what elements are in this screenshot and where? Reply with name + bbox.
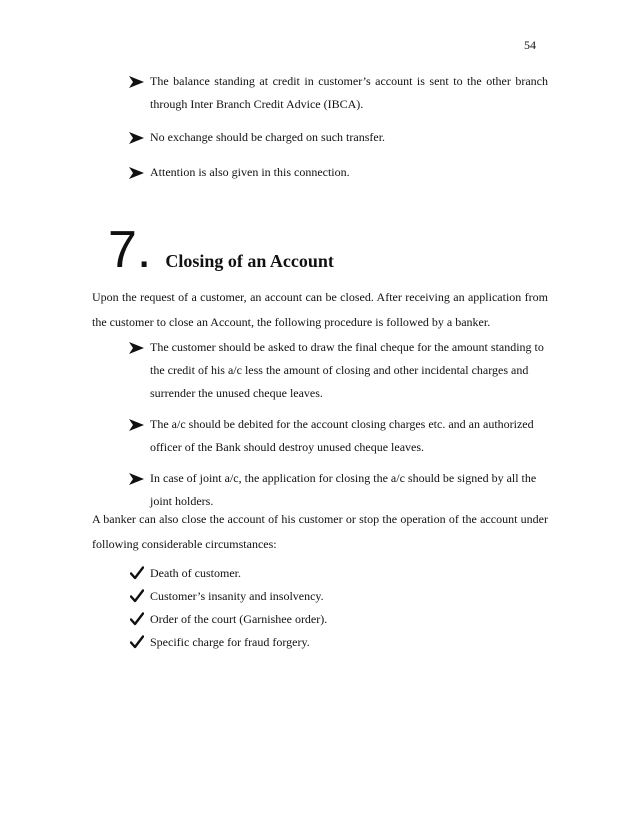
arrow-bullet-icon (129, 342, 144, 354)
top-bullet-list (128, 70, 548, 184)
page-number: 54 (524, 38, 536, 52)
checkmark-icon (130, 635, 144, 649)
list-item (130, 562, 530, 585)
bullet-text: In case of joint a/c, the application for closing the a/c should be signed by all the joint holders. (150, 471, 537, 508)
bullet-text: Attention is also given in this connection. (150, 165, 350, 179)
circumstance-text: Customer’s insanity and insolvency. (150, 589, 324, 603)
section-number-dot: . (136, 221, 152, 279)
bullet-text: The balance standing at credit in customer’s account is sent to the other branch through Inter Branch Credit Advice (IBCA). (150, 74, 548, 111)
bullet-text: The customer should be asked to draw the final cheque for the amount standing to the credit of his a/c less the amount of closing and other incidental charges and surrender the unused cheque leaves. (150, 340, 544, 400)
circumstances-paragraph: A banker can also close the account of his customer or stop the operation of the account under following considerable circumstances: (92, 512, 548, 551)
list-item (128, 70, 548, 116)
intro-paragraph: Upon the request of a customer, an account can be closed. After receiving an application from the customer to close an Account, the following procedure is followed by a banker. (92, 290, 548, 329)
checkmark-icon (130, 589, 144, 603)
checkmark-icon (130, 566, 144, 580)
list-item (128, 126, 548, 149)
list-item (130, 608, 530, 631)
bullet-text: The a/c should be debited for the account closing charges etc. and an authorized officer of the Bank should destroy unused cheque leaves. (150, 417, 534, 454)
bullet-text: No exchange should be charged on such transfer. (150, 130, 386, 144)
circumstance-text: Death of customer. (150, 566, 241, 580)
circumstance-text: Order of the court (Garnishee order). (150, 612, 328, 626)
circumstances-list (130, 562, 530, 654)
list-item (128, 161, 548, 184)
list-item (128, 413, 546, 459)
list-item (130, 631, 530, 654)
section-title: Closing of an Account (165, 251, 334, 271)
circumstance-text: Specific charge for fraud forgery. (150, 635, 310, 649)
section-heading (108, 221, 334, 279)
arrow-bullet-icon (129, 76, 144, 88)
section-number: 7 (108, 221, 137, 279)
arrow-bullet-icon (129, 132, 144, 144)
checkmark-icon (130, 612, 144, 626)
arrow-bullet-icon (129, 473, 144, 485)
arrow-bullet-icon (129, 419, 144, 431)
list-item (128, 336, 546, 405)
arrow-bullet-icon (129, 167, 144, 179)
list-item (130, 585, 530, 608)
procedure-bullet-list (128, 336, 546, 513)
